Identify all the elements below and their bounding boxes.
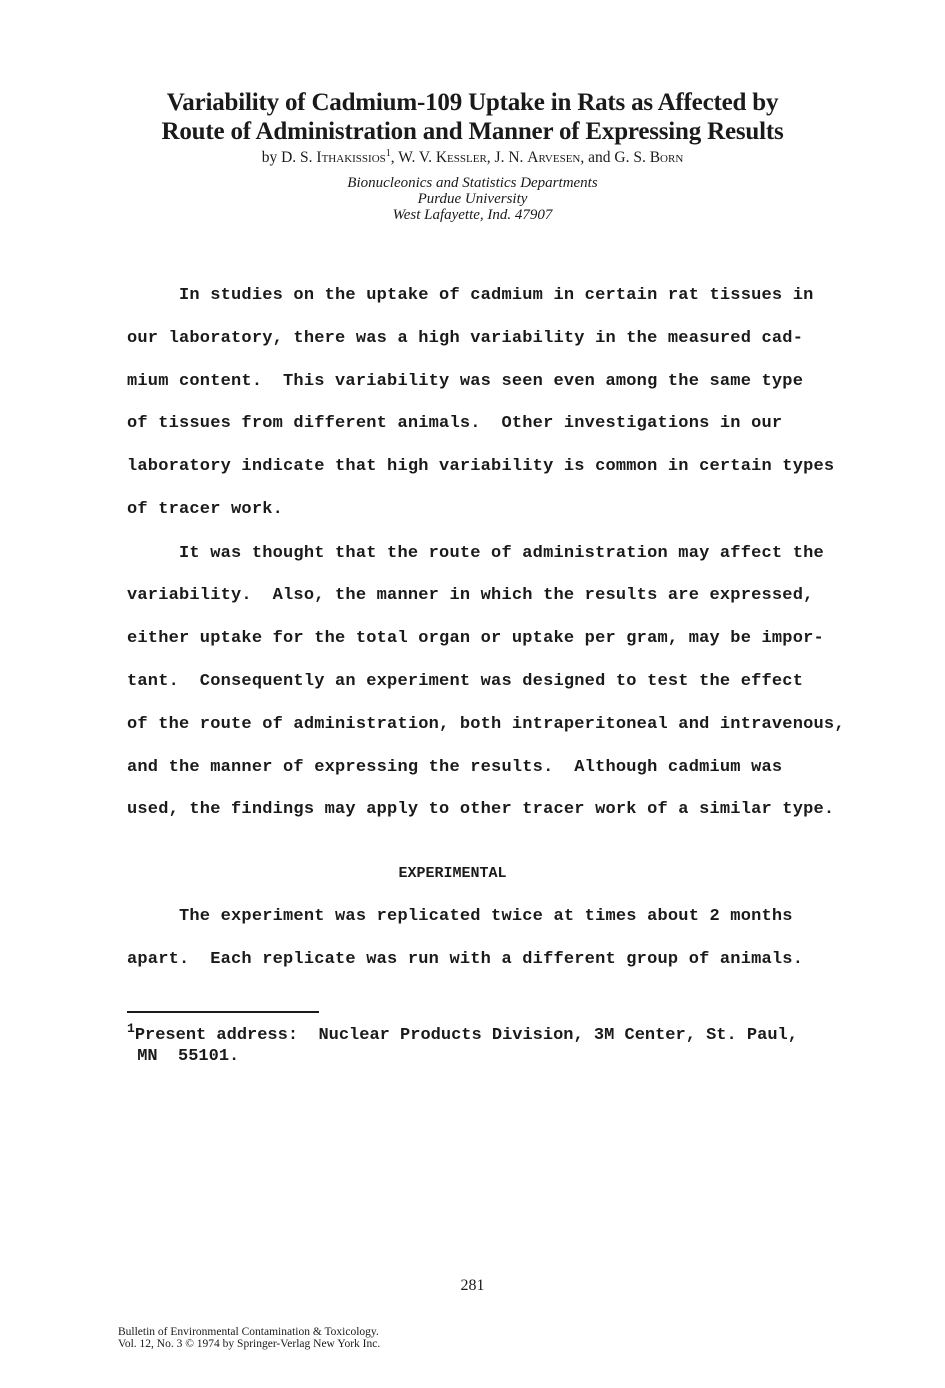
footnote-text-1: Present address: Nuclear Products Division, 3M Center, St. Paul, (134, 1026, 798, 1045)
title-line-1: Variability of Cadmium-109 Uptake in Rats as Affected by (166, 89, 779, 116)
author-footnote-marker: 1 (385, 147, 391, 159)
paragraph-3-line: The experiment was replicated twice at times about 2 months (127, 907, 793, 926)
byline-prefix: by D. S. (261, 149, 317, 166)
byline-separator-2: , J. N. (486, 149, 528, 166)
paragraph-1-line: of tracer work. (127, 500, 284, 519)
byline-separator-3: , and G. S. (580, 149, 650, 166)
journal-citation-line-1: Bulletin of Environmental Contamination & Toxicology. (118, 1326, 379, 1338)
paragraph-2-line: either uptake for the total organ or uptake per gram, may be impor- (127, 629, 824, 648)
affiliation-department: Bionucleonics and Statistics Departments (347, 175, 598, 191)
footnote-rule (127, 1011, 319, 1013)
section-heading-experimental: EXPERIMENTAL (398, 865, 507, 882)
footnote-marker: 1 (127, 1021, 135, 1036)
paragraph-1-line: our laboratory, there was a high variability in the measured cad- (127, 329, 804, 348)
author-ithakissios: Ithakissios (316, 149, 386, 166)
title-line-2: Route of Administration and Manner of Expressing Results (161, 118, 784, 145)
author-kessler: Kessler (435, 149, 487, 166)
page-number: 281 (460, 1277, 485, 1294)
paragraph-2-line: used, the findings may apply to other tracer work of a similar type. (127, 800, 835, 819)
paragraph-2-line: variability. Also, the manner in which the results are expressed, (127, 586, 814, 605)
paragraph-1-line: of tissues from different animals. Other investigations in our (127, 414, 783, 433)
author-arvesen: Arvesen (527, 149, 581, 166)
paragraph-3-line: apart. Each replicate was run with a different group of animals. (127, 950, 804, 969)
paragraph-1-line: mium content. This variability was seen even among the same type (127, 372, 804, 391)
author-born: Born (649, 149, 684, 166)
paragraph-2-line: It was thought that the route of administration may affect the (127, 544, 824, 563)
paragraph-1-line: laboratory indicate that high variability is common in certain types (127, 457, 835, 476)
affiliation-university: Purdue University (417, 191, 528, 207)
author-byline (0, 149, 945, 167)
paragraph-2-line: of the route of administration, both intraperitoneal and intravenous, (127, 715, 845, 734)
paragraph-2-line: tant. Consequently an experiment was designed to test the effect (127, 672, 804, 691)
footnote-line-1 (127, 1021, 798, 1046)
byline-separator-1: , W. V. (390, 149, 436, 166)
paragraph-2-line: and the manner of expressing the results. Although cadmium was (127, 758, 783, 777)
journal-citation-line-2: Vol. 12, No. 3 © 1974 by Springer-Verlag New York Inc. (118, 1338, 381, 1350)
affiliation-location: West Lafayette, Ind. 47907 (392, 207, 553, 223)
footnote-line-2: MN 55101. (127, 1047, 240, 1066)
paragraph-1-line: In studies on the uptake of cadmium in certain rat tissues in (127, 286, 814, 305)
